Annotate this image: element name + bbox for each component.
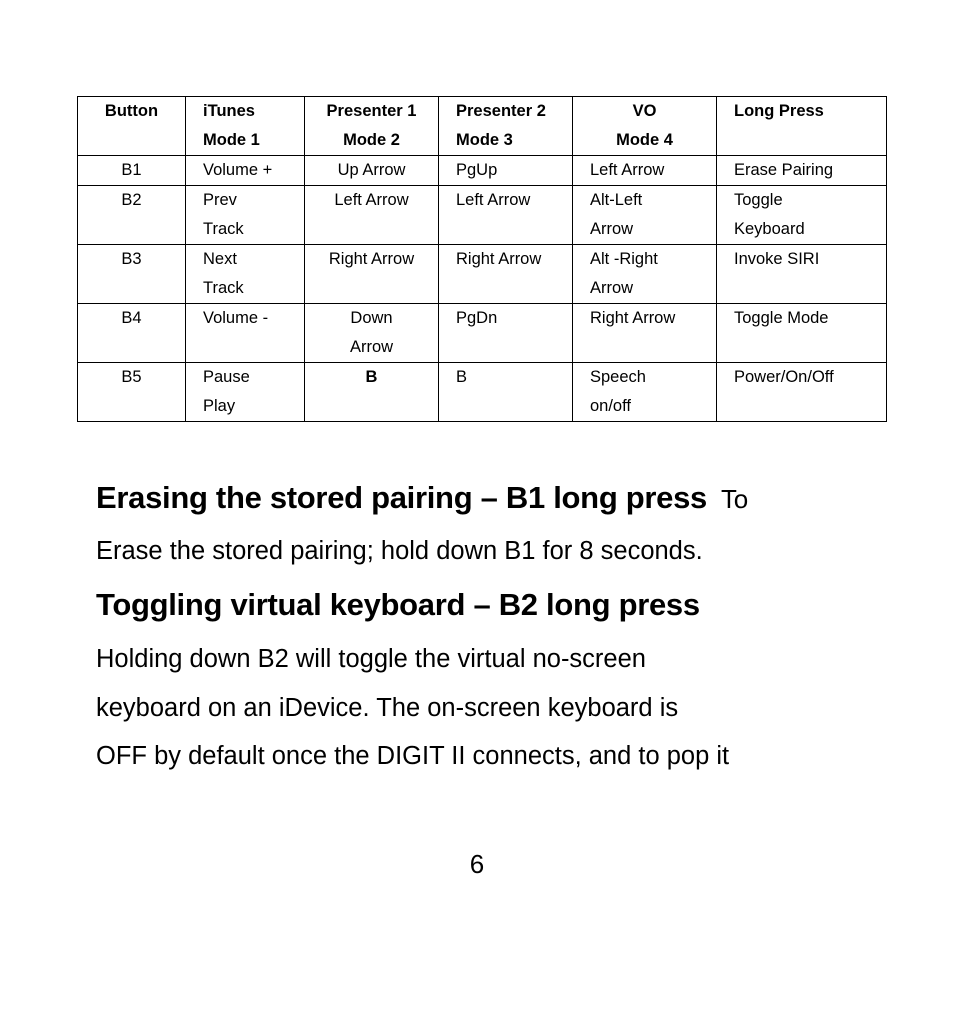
cell-long-press: Power/On/Off (717, 363, 887, 422)
cell-itunes: Pause Play (186, 363, 305, 422)
cell-vo: Left Arrow (573, 156, 717, 186)
cell-vo: Right Arrow (573, 304, 717, 363)
table-row (78, 186, 887, 245)
cell-itunes: Prev Track (186, 186, 305, 245)
cell-long-press: Toggle Mode (717, 304, 887, 363)
section-heading-erase-pairing (96, 480, 748, 516)
cell-long-press: Invoke SIRI (717, 245, 887, 304)
cell-button: B2 (78, 186, 186, 245)
header-button: Button (78, 97, 186, 156)
table-header-row (78, 97, 887, 156)
cell-presenter-2: B (439, 363, 573, 422)
cell-presenter-1: Right Arrow (305, 245, 439, 304)
cell-presenter-1: B (305, 363, 439, 422)
cell-button: B1 (78, 156, 186, 186)
paragraph-line: keyboard on an iDevice. The on-screen keyboard is (96, 694, 679, 722)
cell-presenter-2: Right Arrow (439, 245, 573, 304)
cell-button: B5 (78, 363, 186, 422)
table-row (78, 245, 887, 304)
header-presenter-2: Presenter 2 Mode 3 (439, 97, 573, 156)
paragraph-line: OFF by default once the DIGIT II connects, and to pop it (96, 742, 730, 770)
cell-itunes: Volume - (186, 304, 305, 363)
cell-itunes: Volume + (186, 156, 305, 186)
section-heading-toggle-keyboard: Toggling virtual keyboard – B2 long press (96, 587, 700, 622)
button-mode-table (77, 96, 887, 422)
cell-presenter-2: PgUp (439, 156, 573, 186)
cell-button: B3 (78, 245, 186, 304)
cell-presenter-2: PgDn (439, 304, 573, 363)
page-number: 6 (469, 849, 485, 879)
header-presenter-1: Presenter 1 Mode 2 (305, 97, 439, 156)
header-long-press: Long Press (717, 97, 887, 156)
cell-vo: Alt-Left Arrow (573, 186, 717, 245)
cell-presenter-2: Left Arrow (439, 186, 573, 245)
cell-vo: Speech on/off (573, 363, 717, 422)
cell-vo: Alt -Right Arrow (573, 245, 717, 304)
header-vo: VO Mode 4 (573, 97, 717, 156)
heading-text: Erasing the stored pairing – B1 long press (96, 480, 707, 515)
table-row (78, 304, 887, 363)
lead-word: To (721, 484, 748, 514)
cell-long-press: Erase Pairing (717, 156, 887, 186)
cell-button: B4 (78, 304, 186, 363)
cell-long-press: Toggle Keyboard (717, 186, 887, 245)
cell-itunes: Next Track (186, 245, 305, 304)
cell-presenter-1: Up Arrow (305, 156, 439, 186)
header-itunes: iTunes Mode 1 (186, 97, 305, 156)
table-row (78, 363, 887, 422)
paragraph-line: Holding down B2 will toggle the virtual no-screen (96, 645, 646, 673)
paragraph-line: Erase the stored pairing; hold down B1 for 8 seconds. (96, 537, 703, 565)
cell-presenter-1: Down Arrow (305, 304, 439, 363)
cell-presenter-1: Left Arrow (305, 186, 439, 245)
table-row (78, 156, 887, 186)
